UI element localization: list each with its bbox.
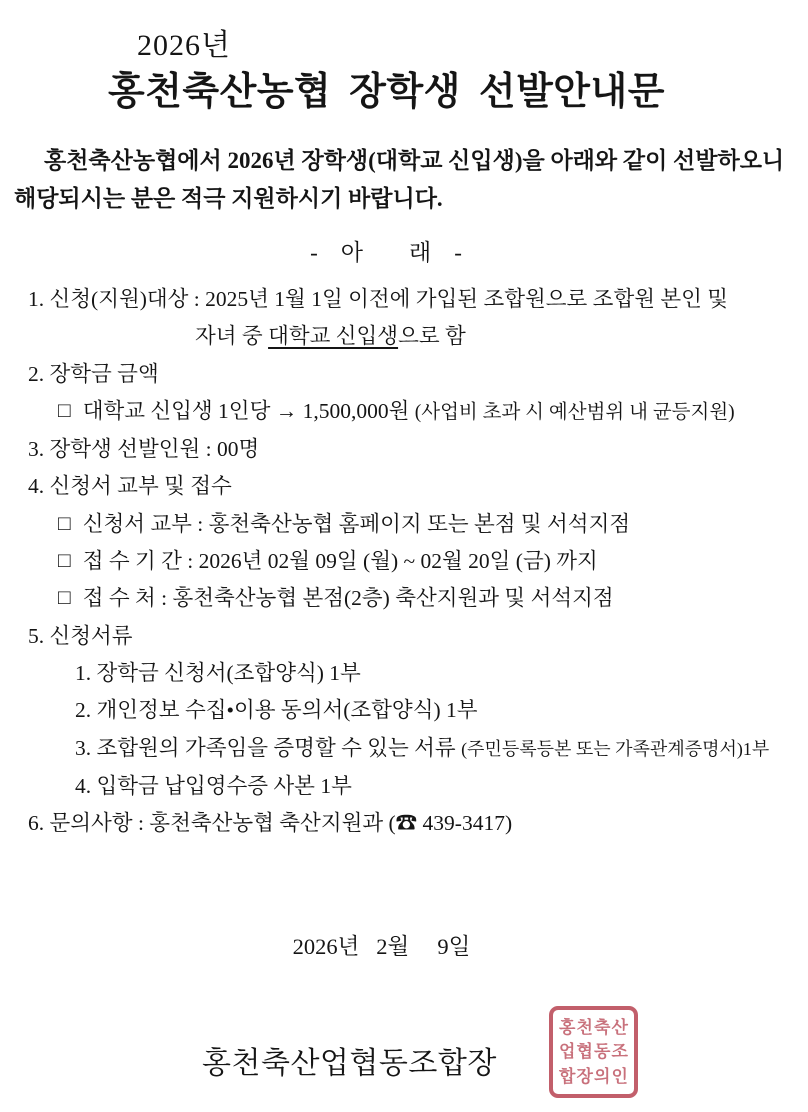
seal-row: 업 협 동 조 <box>559 1042 628 1062</box>
item5-sub4: 4. 입학금 납입영수증 사본 1부 <box>75 773 352 798</box>
checkbox-icon: □ <box>58 397 71 422</box>
seal-row: 홍 천 축 산 <box>559 1017 628 1037</box>
item2-sub-note: (사업비 초과 시 예산범위 내 균등지원) <box>414 401 735 423</box>
item4-sub3-text: 접 수 처 : 홍천축산농협 본점(2층) 축산지원과 및 서석지점 <box>82 586 614 611</box>
item1-line2-prefix: 자녀 중 <box>195 324 269 349</box>
checkbox-icon: □ <box>58 585 71 610</box>
item6-label: 6. 문의사항 : 홍천축산농협 축산지원과 (☎ 439-3417) <box>28 811 513 836</box>
item4-sub3 <box>58 580 802 617</box>
item1-line2-suffix: 으로 함 <box>398 324 466 349</box>
item5-label: 5. 신청서류 <box>28 623 133 648</box>
item5-sub3-note: (주민등록등본 또는 가족관계증명서)1부 <box>461 738 770 759</box>
document-title: 홍천축산농협 장학생 선발안내문 <box>108 71 665 113</box>
official-seal-stamp <box>549 1006 638 1098</box>
item4-sub1-text: 신청서 교부 : 홍천축산농협 홈페이지 또는 본점 및 서석지점 <box>82 511 631 536</box>
item1-line2-underlined: 대학교 신입생 <box>268 324 399 349</box>
checkbox-icon: □ <box>58 548 71 573</box>
seal-row: 합 장 의 인 <box>559 1067 628 1087</box>
document-date: 2026년 2월 9일 <box>292 934 471 959</box>
document-year: 2026년 <box>137 29 231 62</box>
item3-label: 3. 장학생 선발인원 : 00명 <box>28 437 260 462</box>
item4-sub1 <box>58 506 802 543</box>
signature-title: 홍천축산업협동조합장 <box>202 1047 497 1080</box>
item2-sub <box>58 393 802 431</box>
item2-label: 2. 장학금 금액 <box>28 361 159 386</box>
announcement-list <box>28 281 802 842</box>
item1-line2 <box>195 318 802 355</box>
intro-paragraph: 홍천축산농협에서 2026년 장학생(대학교 신입생)을 아래와 같이 선발하오니 해당되시는 분은 적극 지원하시기 바랍니다. <box>14 148 785 211</box>
item4-sub2 <box>58 543 802 580</box>
item2-sub-text: 대학교 신입생 1인당 → 1,500,000원 <box>82 398 415 423</box>
below-divider: - 아 래 - <box>310 240 462 265</box>
item1-line1: 1. 신청(지원)대상 : 2025년 1월 1일 이전에 가입된 조합원으로 조합원 본인 및 <box>28 287 729 311</box>
item5-sub1: 1. 장학금 신청서(조합양식) 1부 <box>75 660 361 685</box>
item4-sub2-text: 접 수 기 간 : 2026년 02월 09일 (월) ~ 02월 20일 (금) 까지 <box>82 549 598 574</box>
item4-label: 4. 신청서 교부 및 접수 <box>28 474 232 499</box>
checkbox-icon: □ <box>58 510 71 535</box>
item5-sub2: 2. 개인정보 수집•이용 동의서(조합양식) 1부 <box>75 698 478 723</box>
item5-sub3 <box>75 730 802 768</box>
item5-sub3-text: 3. 조합원의 가족임을 증명할 수 있는 서류 <box>75 735 462 760</box>
